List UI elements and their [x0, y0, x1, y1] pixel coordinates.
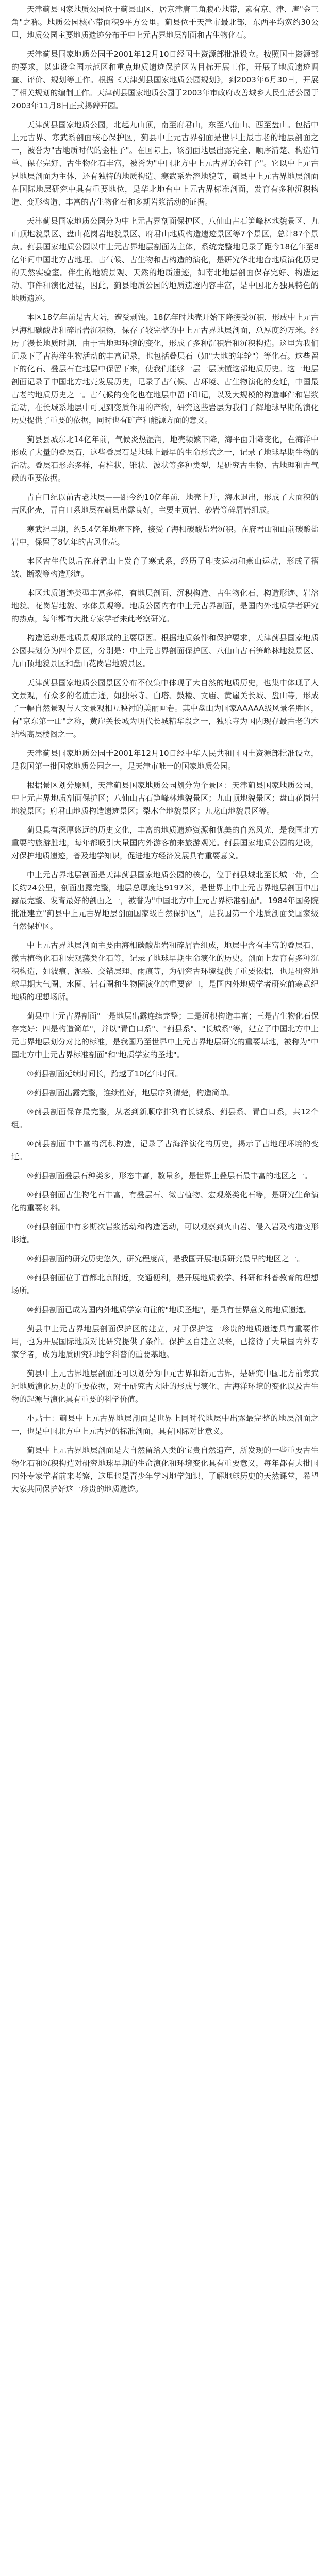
article-paragraph: 蓟县中上元古界剖面"一是地层出露连续完整；二是沉积构造丰富；三是古生物化石保存完好；四是构造简单"，并以"青白口系"、"蓟县系"、"长城系"等，建立了中国北方中上元古界地层划分对比的标准，是我国乃至世界中上元古界地层研究的重要基地，被称为"中国北方中上元古界标准剖面"和"地质学家的圣地"。	[11, 1011, 319, 1059]
article-paragraph: 蓟县中上元古界地层剖面保护区的建立，对于保护这一珍贵的地质遗迹具有重要作用，也为开展国际地质对比研究提供了条件。保护区自建立以来，已接待了大量国内外专家学者，成为地质研究和地学科普的重要基地。	[11, 1324, 319, 1359]
article-paragraph: ④蓟县剖面中丰富的沉积构造，记录了古海洋演化的历史，揭示了古地理环境的变迁。	[11, 1139, 319, 1161]
article-paragraph: ⑨蓟县剖面位于首都北京附近，交通便利，是开展地质教学、科研和科普教育的理想场所。	[11, 1273, 319, 1295]
article-paragraph: 蓟县县城东北14亿年前，气候炎热湿润，地壳频繁下降，海平面升降变化，在海洋中形成了大量的叠层石，这些叠层石是地球上最早的生命形式之一，记录了地球早期生物的活动。叠层石形态多样，有柱状、锥状、波状等多种类型，是研究古生物、古地理和古气候的重要依据。	[11, 435, 319, 483]
article-paragraph: ⑩蓟县剖面已成为国内外地质学家向往的"地质圣地"，是具有世界意义的地质遗迹。	[27, 1305, 312, 1314]
article-paragraph: ①蓟县剖面延续时间长，跨越了10亿年时间。	[27, 1069, 183, 1078]
article-paragraph: 蓟县中上元古界地层剖面是大自然留给人类的宝贵自然遗产，所发现的一些重要古生物化石和沉积构造对研究地球早期的生命演化和环境变化具有重要意义，每年都有大批国内外专家学者前来考察，这里也是青少年学习地学知识、了解地球历史的天然课堂，希望大家共同保护好这一珍贵的地质遗迹。	[11, 1446, 319, 1494]
article-paragraph: 天津蓟县国家地质公园于2001年12月10日经国土资源部批准设立。按照国土资源部的要求，以建设全国示范区和重点地质遗迹保护区为目标开展工作，开展了地质遗迹调查、评价、规划等工作。根据《天津蓟县国家地质公园规划》，到2003年6月30日，开展了相关规划的编制工作。天津蓟县国家地质公园于2003年市政府改善城乡人民生活公园于2003年11月8日正式揭碑开园。	[11, 49, 319, 110]
article-paragraph: ⑦蓟县剖面中有多期次岩浆活动和构造运动，可以观察到火山岩、侵入岩及构造变形形迹。	[11, 1222, 319, 1244]
article-paragraph: 天津蓟县国家地质公园位于蓟县山区，居京津唐三角腹心地带，素有京、津、唐"金三角"之称。地质公园核心带面积9平方公里。蓟县位于天津市最北部，东西平均宽约30公里，地质公园主要地质遗迹分布于中上元古界地层剖面和古生物化石。	[11, 5, 319, 40]
article-paragraph: 青白口纪以前古老地层——距今约10亿年前，地壳上升，海水退出，形成了大面积的古风化壳，青白口系地层在蓟县出露良好，主要由页岩、砂岩等碎屑岩组成。	[11, 493, 319, 515]
article-paragraph: 本区地质遗迹类型丰富多样，有地层剖面、沉积构造、古生物化石、构造形迹、岩溶地貌、花岗岩地貌、水体景观等。地质公园内有中上元古界剖面，是国内外地质学者研究的热点，每年都有大批专家学者来此考察研究。	[11, 588, 319, 623]
article-paragraph: 寒武纪早期，约5.4亿年地壳下降，接受了海相碳酸盐岩沉积。在府君山和山前碳酸盐岩中，保留了8亿年的古风化壳。	[11, 524, 319, 547]
article-paragraph: 本区古生代以后在府君山上发育了寒武系，经历了印支运动和燕山运动，形成了褶皱、断裂等构造形迹。	[11, 556, 319, 579]
article-paragraph: 小贴士：蓟县中上元古界地层剖面是世界上同时代地层中出露最完整的地层剖面之一，也是中国北方中上元古界的标准剖面，具有国际对比意义。	[11, 1414, 319, 1436]
article-paragraph: 天津蓟县国家地质公园，北起九山顶，南至府君山，东至八仙山、西至盘山。包括中上元古界、寒武系剖面核心保护区，蓟县中上元古界剖面是世界上最古老的地层剖面之一，被誉为"古地质时代的金柱子"。在国际上，该剖面地层出露完全、顺序清楚、构造简单、保存完好、古生物化石丰富，被誉为"中国北方中上元古界的金钉子"。它以中上元古界地层剖面为主体，还有独特的地质构造、寒武系岩溶地貌等，蓟县中上元古界地层剖面在国际地层研究中具有重要地位，是华北地台中上元古界标准剖面，发育有多种沉积构造、变形构造、丰富的古生物化石和多期岩浆活动的证据。	[11, 120, 319, 207]
article-paragraph: ⑧蓟县剖面的研究历史悠久，研究程度高，是我国开展地质研究最早的地区之一。	[27, 1254, 305, 1263]
article-paragraph: 根据景区划分原则，天津蓟县国家地质公园划分为个景区：天津蓟县国家地质公园，中上元古界地质剖面保护区；八仙山古石笋峰林地貌景区；九山顶地貌景区；盘山花岗岩地貌景区；府君山地质构造遗迹景区；梨木台地貌景区；九龙山地貌景区等。	[11, 781, 319, 816]
article-paragraph: 中上元古界地层剖面是天津蓟县国家地质公园的核心，位于蓟县城北至长城一带，全长约24公里，剖面出露完整，地层总厚度达9197米，是世界上中上元古界地层剖面中出露最完整、发育最好的剖面之一，被誉为"中国北方中上元古界标准剖面"。1984年国务院批准建立"蓟县中上元古界地层剖面国家级自然保护区"，是我国第一个地质剖面类国家级自然保护区。	[11, 870, 319, 931]
article-paragraph: ②蓟县剖面出露完整，连续性好，地层序列清楚，构造简单。	[27, 1088, 235, 1097]
article-paragraph: 天津蓟县国家地质公园于2001年12月10日经中华人民共和国国土资源部批准设立，是我国第一批国家地质公园之一，是天津市唯一的国家地质公园。	[11, 749, 319, 771]
article-paragraph: 构造运动是地质景观形成的主要原因。根据地质条件和保护要求，天津蓟县国家地质公园共划分为四个景区，分别是：中上元古界剖面保护区、八仙山古石笋峰林地貌景区、九山顶地貌景区和盘山花岗岩地貌景区。	[11, 633, 319, 668]
article-paragraph: 中上元古界地层剖面主要由海相碳酸盐岩和碎屑岩组成，地层中含有丰富的叠层石、微古植物化石和宏观藻类化石等，记录了地球早期生命演化的历史。剖面上发育有多种沉积构造，如波痕、泥裂、交错层理、雨痕等，为研究古环境提供了重要依据，也是研究地球早期大气圈、水圈、岩石圈和生物圈演化的重要窗口，是国内外地质学者研究前寒武纪地质的理想场所。	[11, 941, 319, 1002]
article-paragraph: ⑥蓟县剖面古生物化石丰富，有叠层石、微古植物、宏观藻类化石等，是研究生命演化的重要材料。	[11, 1190, 319, 1212]
article-paragraph: 本区18亿年前是古大陆，遭受剥蚀。18亿年时地壳开始下降接受沉积，形成中上元古界海相碳酸盐和碎屑岩沉积物，保存了较完整的中上元古界地层剖面，总厚度约万米。经历了漫长地质时期，由于古地理环境的变化，形成了多种沉积岩和沉积构造。这里为我们记录下了古海洋生物活动的丰富记录，也包括叠层石（如"大地的年轮"）等化石。这些留下的化石、叠层石在地层中保留下来，使我们能够一层一层读懂这部地质历史。这一地层剖面记录了中国北方地壳发展历史，记录了古气候、古环境、古生物演化的变迁，中国最古老的地质历史之一。古气候的变化也在地层中留下印记，以及大规模的构造事件和岩浆活动，在长城系地层中可见到变质作用的产物，研究这些岩层为我们了解地球早期的演化历史提供了重要的依据，同时也有矿产和能源方面的意义。	[11, 313, 319, 425]
article-paragraph: ⑤蓟县剖面叠层石种类多，形态丰富，数量多，是世界上叠层石最丰富的地区之一。	[27, 1171, 312, 1180]
article-body	[11, 3, 319, 1496]
article-paragraph: 天津蓟县国家地质公园景区分布不仅集中体现了大自然的地质历史，也集中体现了人文景观，有众多的名胜古迹，如独乐寺、白塔、鼓楼、文庙、黄崖关长城、盘山等，形成了一幅自然景观与人文景观相互映衬的美丽画卷。其中盘山为国家AAAAA级风景名胜区，有"京东第一山"之称，黄崖关长城为明代长城精华段之一，独乐寺为国内现存最古老的木结构高层楼阁之一。	[11, 678, 319, 739]
article-paragraph: 天津蓟县国家地质公园分为中上元古界剖面保护区、八仙山古石笋峰林地貌景区、九山顶地貌景区、盘山花岗岩地貌景区、府君山地质构造遗迹景区等7个景区，总计87个景点。蓟县国家地质公园以中上元古界地层剖面为主体，系统完整地记录了距今18亿年至8亿年间中国北方古地理、古气候、古生物和古构造的演化，是研究华北地台地质演化历史的天然实验室。伴生的地貌景观、天然的地质遗迹，如南北地层剖面保存完好、构造运动、事件和演化过程，因此，蓟县地质公园的地质遗迹内容丰富，是中国北方独具特色的地质遗迹。	[11, 216, 319, 303]
article-paragraph: 蓟县中上元古界地层剖面还可以划分为中元古界和新元古界，是研究中国北方前寒武纪地质演化历史的重要依据，对于研究古大陆的形成与演化、古海洋环境的变化以及古生物的起源与演化具有重要的科学价值。	[11, 1369, 319, 1404]
article-paragraph: ③蓟县剖面保存最完整，从老到新顺序排列有长城系、蓟县系、青白口系，共12个组。	[11, 1107, 319, 1129]
article-paragraph: 蓟县具有深厚悠远的历史文化，丰富的地质遗迹资源和优美的自然风光，是我国北方重要的旅游胜地，每年都吸引大量国内外游客前来旅游观光。蓟县国家地质公园的建设，对保护地质遗迹，普及地学知识，促进地方经济发展具有重要意义。	[11, 825, 319, 860]
